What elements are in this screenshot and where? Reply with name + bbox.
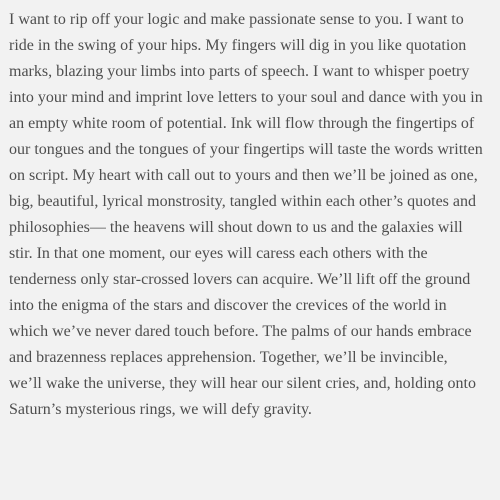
text-line-7: on script. My heart with call out to yours and then we’ll be joined as one, xyxy=(9,167,478,184)
text-line-12: into the enigma of the stars and discover the crevices of the world in xyxy=(9,297,447,314)
poem-text xyxy=(9,7,497,423)
text-line-5: an empty white room of potential. Ink will flow through the fingertips of xyxy=(9,115,475,132)
text-line-2: ride in the swing of your hips. My fingers will dig in you like quotation xyxy=(9,37,467,54)
text-line-11: tenderness only star-crossed lovers can acquire. We’ll lift off the ground xyxy=(9,271,471,288)
text-line-15: we’ll wake the universe, they will hear our silent cries, and, holding onto xyxy=(9,375,476,392)
text-line-8: big, beautiful, lyrical monstrosity, tangled within each other’s quotes and xyxy=(9,193,477,210)
text-line-16: Saturn’s mysterious rings, we will defy gravity. xyxy=(9,401,312,418)
text-line-6: our tongues and the tongues of your fingertips will taste the words written xyxy=(9,141,483,158)
text-line-3: marks, blazing your limbs into parts of speech. I want to whisper poetry xyxy=(9,63,470,80)
text-line-13: which we’ve never dared touch before. The palms of our hands embrace xyxy=(9,323,472,340)
text-line-4: into your mind and imprint love letters to your soul and dance with you in xyxy=(9,89,483,106)
text-line-1: I want to rip off your logic and make passionate sense to you. I want to xyxy=(9,11,464,28)
text-line-10: stir. In that one moment, our eyes will caress each others with the xyxy=(9,245,428,262)
text-line-9: philosophies— the heavens will shout down to us and the galaxies will xyxy=(9,219,463,236)
text-line-14: and brazenness replaces apprehension. Together, we’ll be invincible, xyxy=(9,349,448,366)
